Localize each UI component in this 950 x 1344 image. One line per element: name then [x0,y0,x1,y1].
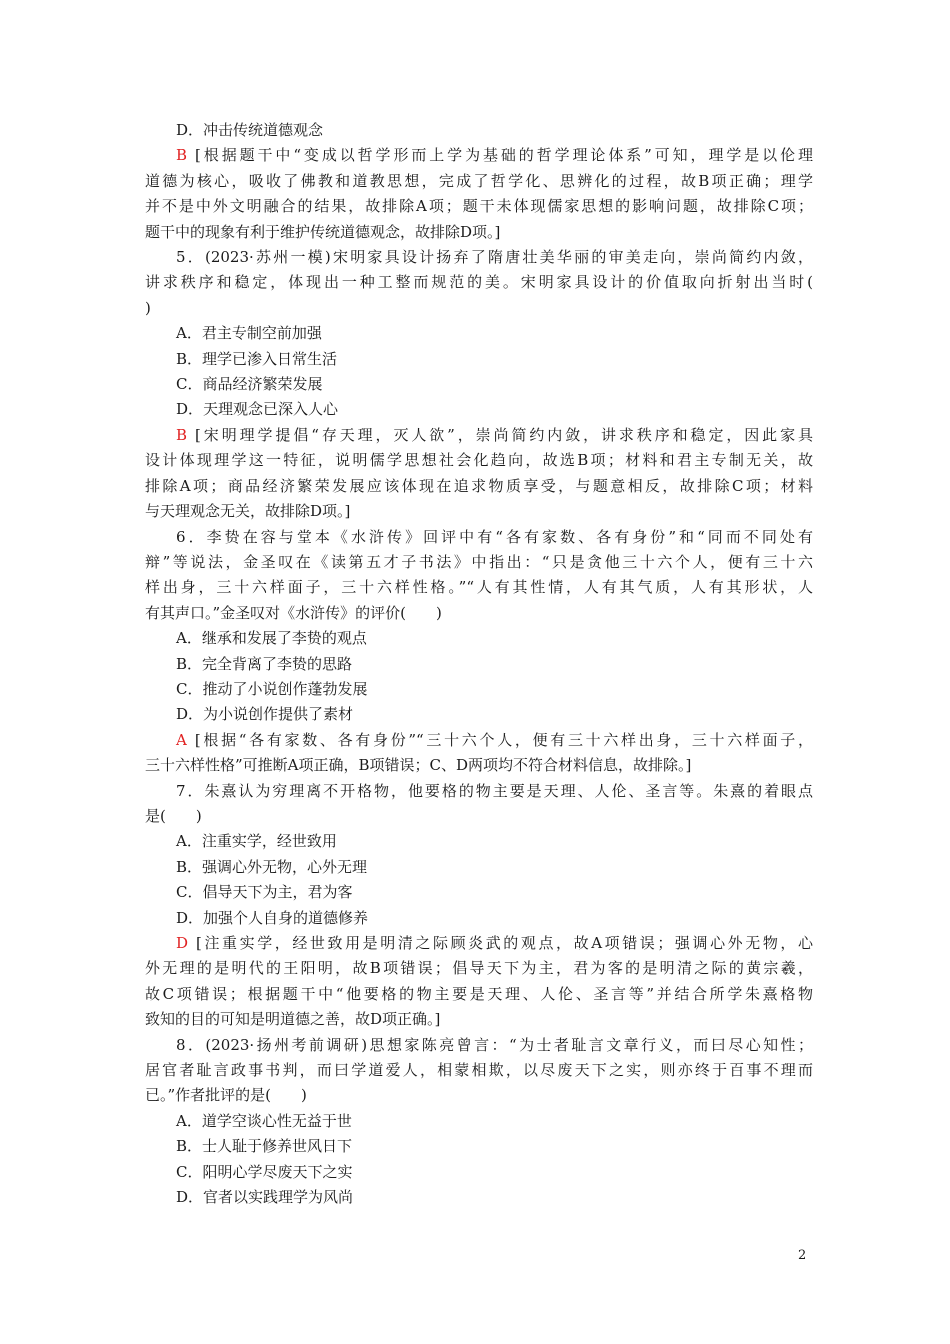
line-text: 已。”作者批评的是( ) [145,1086,307,1105]
line-text: [宋明理学提倡“存天理，灭人欲”，崇尚简约内敛，讲求秩序和稳定，因此家具 [195,425,813,444]
question-line [145,270,813,295]
answer-line [145,931,813,956]
option-block [145,906,813,931]
line-text: 排除A项；商品经济繁荣发展应该体现在追求物质享受，与题意相反，故排除C项；材料 [145,476,813,495]
option-block [145,321,813,346]
option-block [145,855,813,880]
question-line [145,601,813,626]
line-text: ) [145,298,151,317]
line-text: 辩”等说法，金圣叹在《读第五才子书法》中指出：“只是贪他三十六个人，便有三十六 [145,552,813,571]
option-block [145,397,813,422]
line-text: D．官者以实践理学为风尚 [176,1188,354,1207]
line-text: 道德为核心，吸收了佛教和道教思想，完成了哲学化、思辨化的过程，故B项正确；理学 [145,171,813,190]
question-line [145,550,813,575]
option-line [145,829,813,854]
line-text: C．倡导天下为主，君为客 [176,883,353,902]
line-text: 8．(2023·扬州考前调研)思想家陈亮曾言：“为士者耻言文章行义，而曰尽心知性； [176,1035,813,1054]
answer-line [145,474,813,499]
document-body [145,118,813,1210]
question-line [145,525,813,550]
question-line [145,575,813,600]
option-block [145,829,813,854]
answer-block [145,931,813,1033]
answer-line [145,220,813,245]
line-text: 5．(2023·苏州一模)宋明家具设计扬弃了隋唐壮美华丽的审美走向，崇尚简约内敛， [176,248,813,267]
option-block [145,372,813,397]
line-text: 居官者耻言政事书判，而曰学道爱人，相蒙相欺，以尽废天下之实，则亦终于百事不理而 [145,1061,813,1080]
option-line [145,855,813,880]
line-text: A．注重实学，经世致用 [176,832,337,851]
option-line [145,626,813,651]
option-block [145,702,813,727]
answer-letter: B [176,425,188,444]
page-number: 2 [798,1248,807,1263]
line-text: B．理学已渗入日常生活 [176,349,338,368]
line-text: 三十六样性格”可推断A项正确，B项错误；C、D两项均不符合材料信息，故排除。] [145,756,692,775]
line-text: D．加强个人自身的道德修养 [176,908,369,927]
line-text: A．道学空谈心性无益于世 [176,1111,352,1130]
option-block [145,1185,813,1210]
line-text: 题干中的现象有利于维护传统道德观念，故排除D项。] [145,222,501,241]
option-line [145,1109,813,1134]
option-block [145,347,813,372]
option-line [145,1185,813,1210]
question-line [145,245,813,270]
line-text: A．继承和发展了李贽的观点 [176,629,367,648]
answer-line [145,423,813,448]
line-text: 样出身，三十六样面子，三十六样性格。”“人有其性情，人有其气质，人有其形状，人 [145,578,813,597]
question-line [145,296,813,321]
option-block [145,1134,813,1159]
line-text: [根据题干中“变成以哲学形而上学为基础的哲学理论体系”可知，理学是以伦理 [195,146,813,165]
option-block [145,677,813,702]
line-text: 外无理的是明代的王阳明，故B项错误；倡导天下为主，君为客的是明清之际的黄宗羲， [145,959,813,978]
option-line [145,880,813,905]
line-text: 设计体现理学这一特征，说明儒学思想社会化趋向，故选B项；材料和君主专制无关，故 [145,451,813,470]
question-block [145,525,813,627]
question-line [145,1033,813,1058]
line-text: D．为小说创作提供了素材 [176,705,354,724]
answer-line [145,982,813,1007]
answer-line [145,956,813,981]
answer-block [145,728,813,779]
line-text: 讲求秩序和稳定，体现出一种工整而规范的美。宋明家具设计的价值取向折射出当时( [145,273,813,292]
question-block [145,779,813,830]
line-text: 是( ) [145,806,202,825]
line-text: C．推动了小说创作蓬勃发展 [176,679,368,698]
line-text: 有其声口。”金圣叹对《水浒传》的评价( ) [145,603,442,622]
line-text: 6．李贽在容与堂本《水浒传》回评中有“各有家数、各有身份”和“同而不同处有 [176,527,813,546]
question-block [145,1033,813,1109]
option-line [145,677,813,702]
answer-line [145,728,813,753]
option-block [145,1109,813,1134]
option-line [145,397,813,422]
answer-letter: A [176,730,187,749]
question-line [145,779,813,804]
answer-line [145,169,813,194]
option-block [145,118,813,143]
answer-line [145,499,813,524]
line-text: 故C项错误；根据题干中“他要格的物主要是天理、人伦、圣言等”并结合所学朱熹格物 [145,984,813,1003]
option-line [145,347,813,372]
option-line [145,1134,813,1159]
line-text: C．阳明心学尽废天下之实 [176,1162,353,1181]
line-text: 7．朱熹认为穷理离不开格物，他要格的物主要是天理、人伦、圣言等。朱熹的着眼点 [176,781,813,800]
answer-line [145,448,813,473]
question-block [145,245,813,321]
line-text: D．天理观念已深入人心 [176,400,339,419]
question-line [145,804,813,829]
option-line [145,906,813,931]
answer-block [145,143,813,245]
option-block [145,652,813,677]
answer-line [145,1007,813,1032]
line-text: [根据“各有家数、各有身份”“三十六个人，便有三十六样出身，三十六样面子， [194,730,813,749]
option-line [145,118,813,143]
option-block [145,626,813,651]
line-text: C．商品经济繁荣发展 [176,375,323,394]
line-text: B．完全背离了李贽的思路 [176,654,353,673]
option-line [145,321,813,346]
option-line [145,372,813,397]
option-block [145,880,813,905]
answer-block [145,423,813,525]
answer-line [145,143,813,168]
answer-line [145,194,813,219]
line-text: 与天理观念无关，故排除D项。] [145,502,351,521]
line-text: 并不是中外文明融合的结果，故排除A项；题干未体现儒家思想的影响问题，故排除C项； [145,197,813,216]
question-line [145,1058,813,1083]
line-text: 致知的目的可知是明道德之善，故D项正确。] [145,1010,441,1029]
answer-letter: B [176,146,188,165]
option-line [145,702,813,727]
answer-line [145,753,813,778]
line-text: D．冲击传统道德观念 [176,121,324,139]
line-text: B．士人耻于修养世风日下 [176,1137,353,1156]
option-block [145,1160,813,1185]
line-text: [注重实学，经世致用是明清之际顾炎武的观点，故A项错误；强调心外无物，心 [196,934,813,952]
option-line [145,652,813,677]
answer-letter: D [176,934,189,952]
question-line [145,1083,813,1108]
line-text: B．强调心外无物，心外无理 [176,857,368,876]
option-line [145,1160,813,1185]
line-text: A．君主专制空前加强 [176,324,322,343]
